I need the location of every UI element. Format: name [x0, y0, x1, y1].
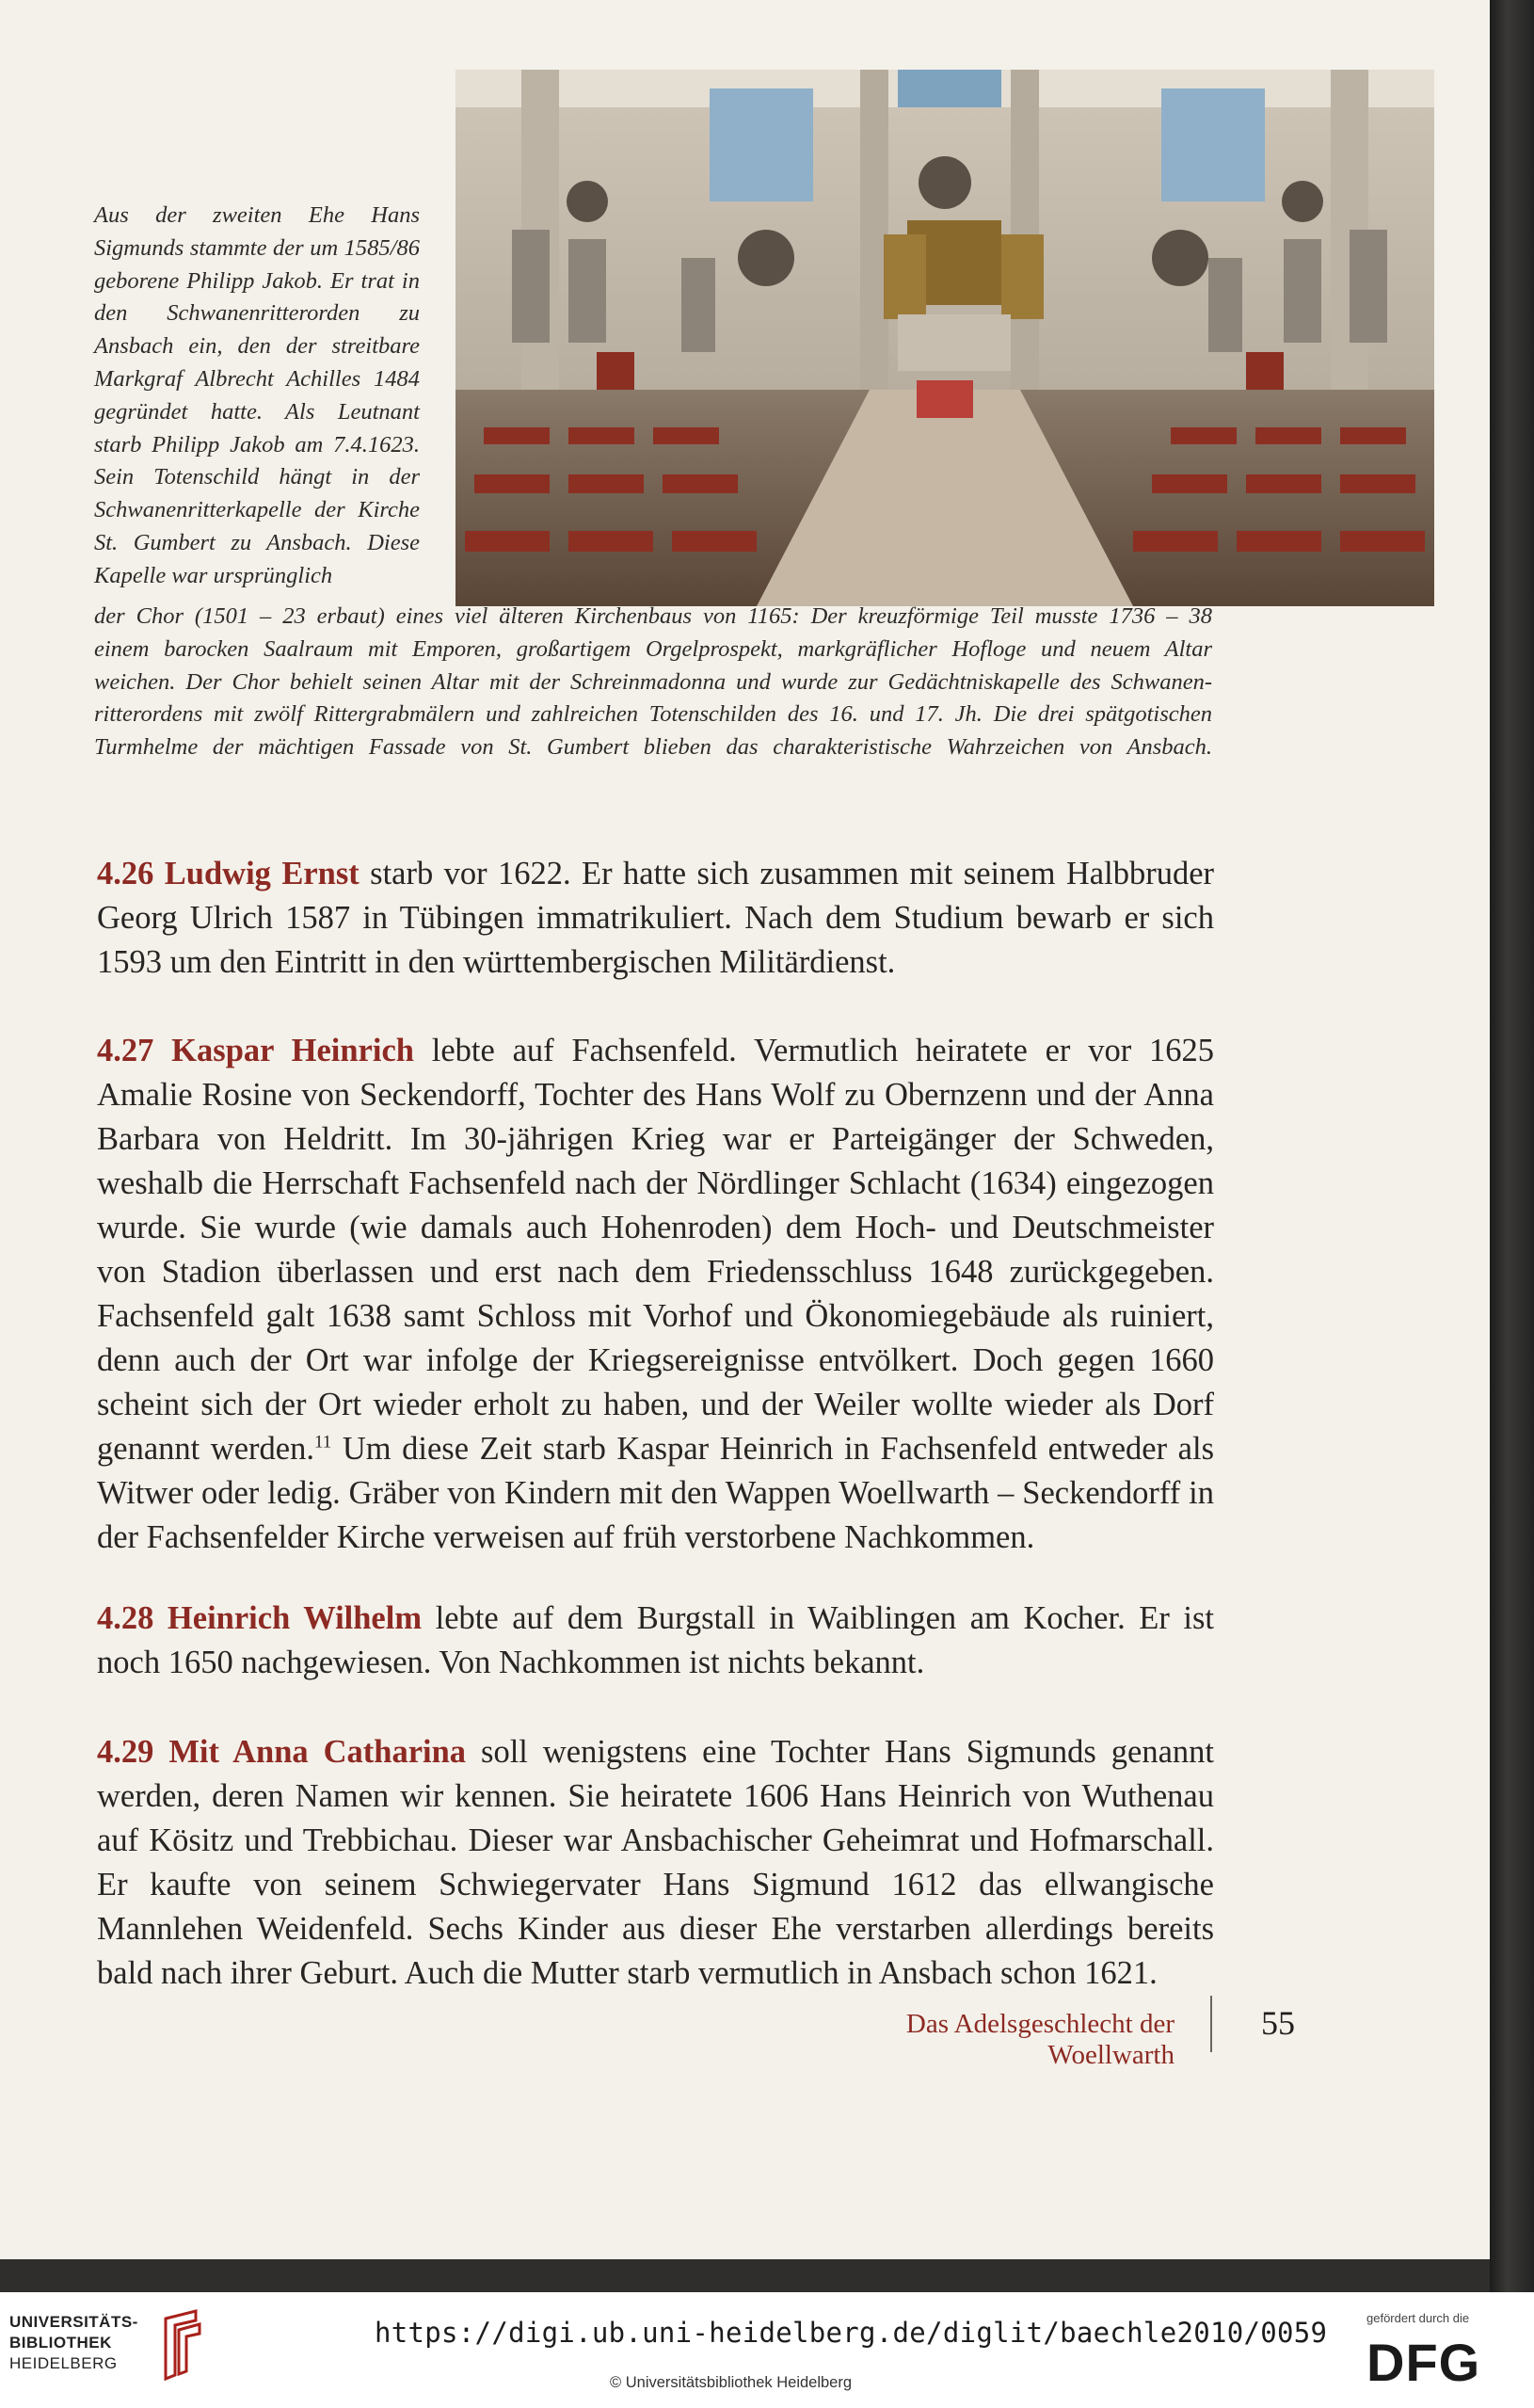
paragraph-4-28	[97, 1597, 1214, 1685]
caption-side-text: Aus der zweiten Ehe Hans Sigmunds stammte der um 1585/86 geborene Philipp Jakob. Er trat in den Schwanenritterorden zu Ansbach ein, den der streitbare Markgraf Albrecht Achilles 1484 gegründet hatte. Als Leutnant starb Philipp Jakob am 7.4.1623. Sein Totenschild hängt in der Schwanenritterkapelle der Kirche St. Gumbert zu Ansbach.	[94, 202, 420, 555]
library-name-line3: HEIDELBERG	[9, 2354, 118, 2372]
digitization-footer-bar	[0, 2292, 1534, 2408]
paragraph-text: soll wenigstens eine Tochter Hans Sigmunds genannt werden, deren Namen wir kennen. Sie heiratete 1606 Hans Heinrich von Wuthenau auf Kösitz und Trebbichau. Dieser war Ansbachischer Geheimrat und Hofmarschall. Er kaufte von seinem Schwiegervater Hans Sigmund 1612 das ellwangische Mannlehen Weidenfeld. Sechs Kinder aus dieser Ehe verstarben allerdings bereits bald nach ihrer Geburt. Auch die Mutter starb vermutlich in Ansbach schon 1621.	[97, 1734, 1214, 1991]
library-name-line2: BIBLIOTHEK	[9, 2334, 112, 2352]
running-title: Das Adelsgeschlecht der Woellwarth	[905, 2009, 1174, 2070]
library-mark-icon	[158, 2309, 205, 2384]
caption-line: weichen. Der Chor behielt seinen Altar mit der Schreinmadonna und wurde zur Gedächtniskapelle des Schwanen-	[94, 668, 1212, 695]
dfg-logo[interactable]: DFG	[1366, 2333, 1481, 2392]
caption-side-tail: Diese Kapelle war ursprünglich	[94, 529, 421, 588]
paragraph-text: lebte auf dem Burgstall in Waiblingen am Kocher. Er ist noch 1650 nachgewiesen. Von Nachkommen ist nichts bekannt.	[97, 1600, 1214, 1680]
caption-line: Turmhelme der mächtigen Fassade von St. Gumbert blieben das charakteristische Wahrzeichen von Ansbach.	[94, 734, 1212, 761]
page-number: 55	[1261, 2004, 1295, 2042]
chapel-photo	[455, 70, 1434, 606]
paragraph-heading: 4.29 Mit Anna Catharina	[97, 1734, 467, 1770]
library-name-line1: UNIVERSITÄTS-	[9, 2313, 138, 2331]
paragraph-text: lebte auf Fachsenfeld. Vermutlich heiratete er vor 1625 Amalie Rosine von Seckendorff, Tochter des Hans Wolf zu Obernzenn und der Anna Barbara von Heldritt. Im 30-jährigen Krieg war er Parteigänger der Schweden, weshalb die Herrschaft Fachsenfeld nach der Nördlinger Schlacht (1634) eingezogen wurde. Sie wurde (wie damals auch Hohenroden) dem Hoch- und Deutschmeister von Stadion überlassen und erst nach dem Friedensschluss 1648 zurückgegeben. Fachsenfeld galt 1638 samt Schloss mit Vorhof und Ökonomiegebäude als ruiniert, denn auch der Ort war infolge der Kriegsereignisse entvölkert. Doch gegen 1660 scheint sich der Ort wieder erholt zu haben, und der Weiler wollte wieder als Dorf genannt werden.	[97, 1033, 1214, 1467]
paragraph-4-27	[97, 1029, 1214, 1560]
photo-caption-side	[94, 200, 420, 593]
document-url-link[interactable]: https://digi.ub.uni-heidelberg.de/diglit/baechle2010/0059	[375, 2317, 1328, 2349]
funding-note: gefördert durch die	[1366, 2311, 1470, 2325]
paragraph-text: starb vor 1622. Er hatte sich zusammen mit seinem Halbbruder Georg Ulrich 1587 in Tübingen immatrikuliert. Nach dem Studium bewarb er sich 1593 um den Eintritt in den württembergischen Militärdienst.	[97, 856, 1214, 980]
paragraph-heading: 4.26 Ludwig Ernst	[97, 856, 360, 891]
footnote-marker[interactable]: 11	[313, 1432, 332, 1453]
caption-line: der Chor (1501 – 23 erbaut) eines viel älteren Kirchenbaus von 1165: Der kreuzförmige Teil musste 1736 – 38	[94, 603, 1212, 629]
footer-divider	[1210, 1996, 1212, 2052]
paragraph-heading: 4.28 Heinrich Wilhelm	[97, 1600, 423, 1636]
paragraph-4-29	[97, 1730, 1214, 1996]
caption-line: einem barocken Saalraum mit Emporen, großartigem Orgelprospekt, markgräflicher Hofloge und neuem Altar	[94, 635, 1212, 662]
photo-caption-bottom	[94, 601, 1212, 764]
paragraph-4-26	[97, 852, 1214, 985]
book-spine-shadow	[1490, 0, 1534, 2292]
paragraph-heading: 4.27 Kaspar Heinrich	[97, 1033, 414, 1068]
paragraph-text-continued: Um diese Zeit starb Kaspar Heinrich in Fachsenfeld entweder als Witwer oder ledig. Gräber von Kindern mit den Wappen Woellwarth – Seckendorff in der Fachsenfelder Kirche verweisen auf früh verstorbene Nachkommen.	[97, 1431, 1214, 1555]
ub-heidelberg-logo[interactable]	[9, 2309, 216, 2394]
caption-line: ritterordens mit zwölf Rittergrabmälern und zahlreichen Totenschilden des 16. und 17. Jh. Die drei spätgotischen	[94, 701, 1212, 728]
copyright-notice: © Universitätsbibliothek Heidelberg	[610, 2374, 853, 2391]
